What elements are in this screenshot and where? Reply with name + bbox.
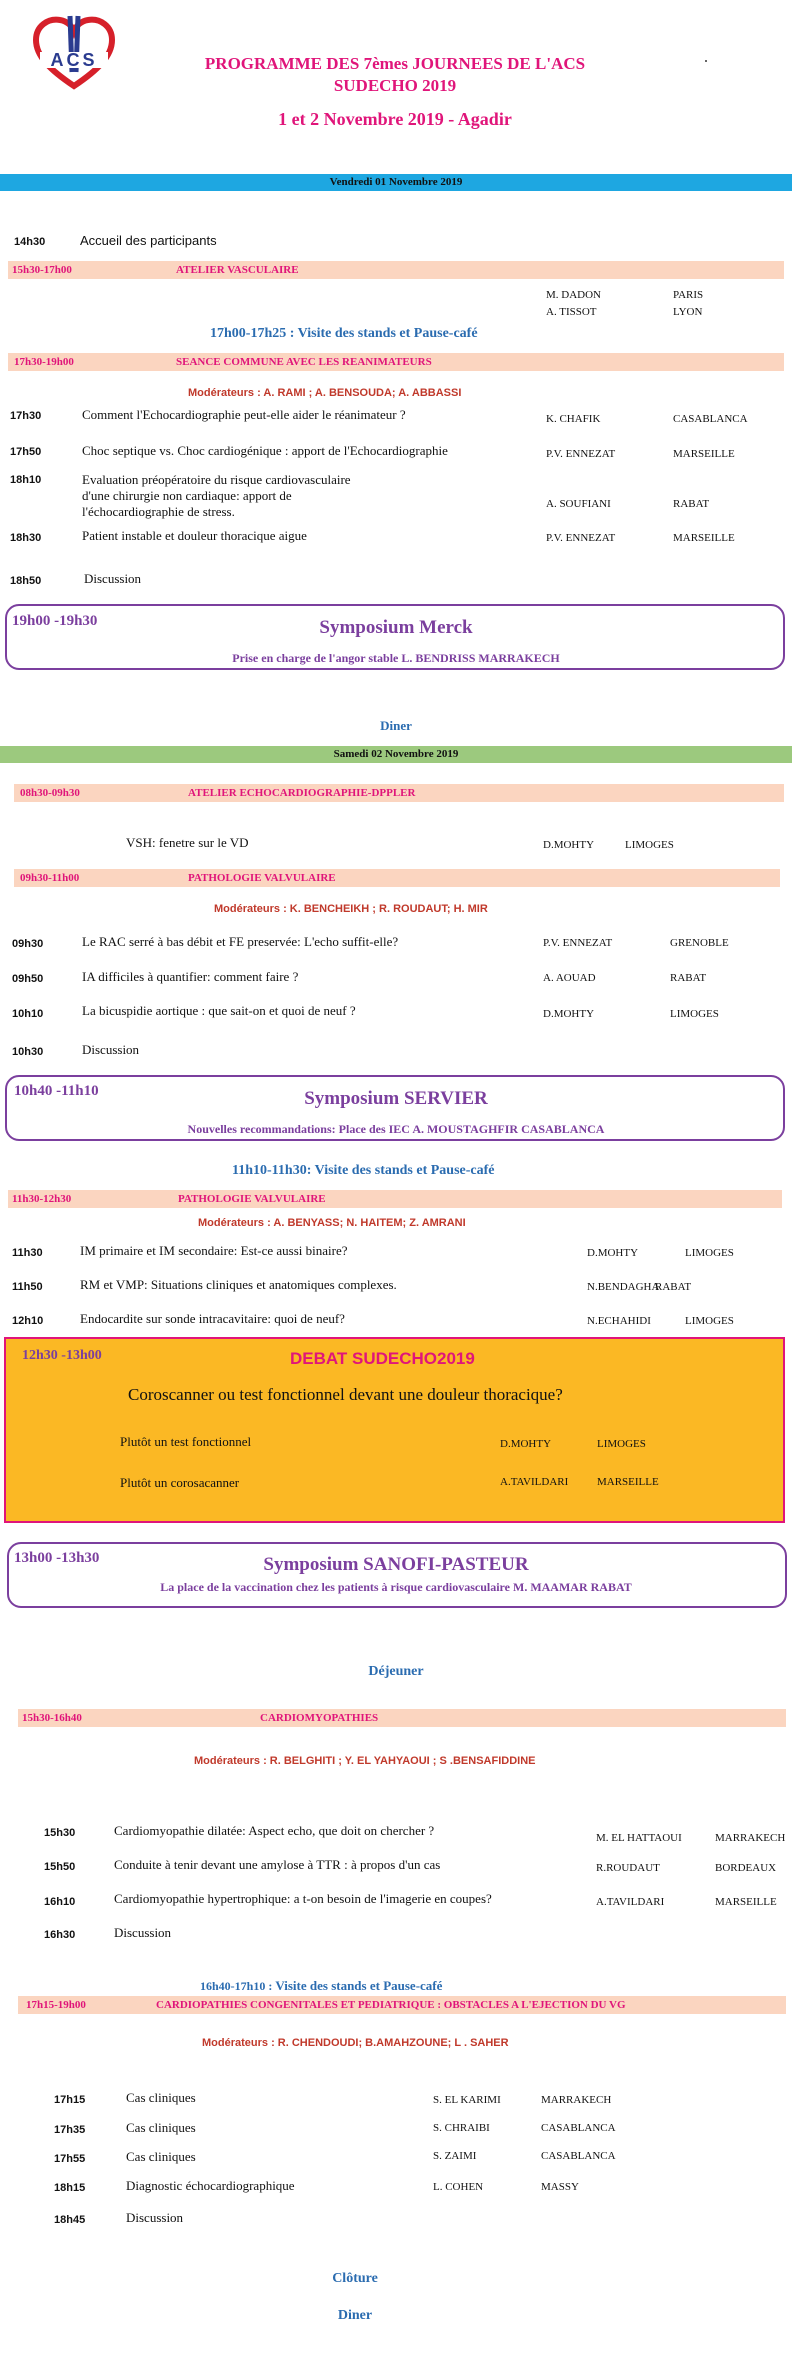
talk-time: 17h15 <box>54 2094 86 2106</box>
talk-time: 15h30 <box>44 1827 76 1839</box>
speaker-city: CASABLANCA <box>541 2150 616 2162</box>
talk-title: Comment l'Echocardiographie peut-elle aider le réanimateur ? <box>82 407 406 422</box>
welcome-text: Accueil des participants <box>80 233 217 248</box>
session-time: 17h15-19h00 <box>26 1999 86 2011</box>
speaker-city: LYON <box>673 306 703 318</box>
pause-text: Visite des stands et Pause-café <box>275 1978 443 1993</box>
session-valvulaire-1 <box>14 869 780 887</box>
talk-title: Choc septique vs. Choc cardiogénique : apport de l'Echocardiographie <box>82 443 448 458</box>
talk-title: Discussion <box>114 1925 172 1940</box>
symposium-title: Symposium Merck <box>319 617 473 638</box>
cloture: Clôture <box>332 2271 378 2286</box>
session-time: 09h30-11h00 <box>20 872 80 884</box>
speaker-city: MARSEILLE <box>673 532 735 544</box>
talk-title: RM et VMP: Situations cliniques et anatomiques complexes. <box>80 1277 397 1292</box>
speaker-name: A. SOUFIANI <box>546 498 611 510</box>
session-time: 08h30-09h30 <box>20 787 80 799</box>
day1-band: Vendredi 01 Novembre 2019 <box>0 174 792 191</box>
debate-title: DEBAT SUDECHO2019 <box>290 1349 475 1368</box>
speaker-name: P.V. ENNEZAT <box>543 937 613 949</box>
speaker-city: LIMOGES <box>670 1008 719 1020</box>
talk-title: IA difficiles à quantifier: comment faire ? <box>82 969 299 984</box>
moderators: Modérateurs : A. BENYASS; N. HAITEM; Z. AMRANI <box>198 1217 466 1229</box>
speaker-name: S. CHRAIBI <box>433 2122 490 2134</box>
pause-time: 16h40-17h10 : <box>200 1979 273 1993</box>
pause-2: 11h10-11h30: Visite des stands et Pause-café <box>232 1163 495 1178</box>
talk-title: Endocardite sur sonde intracavitaire: quoi de neuf? <box>80 1311 345 1326</box>
session-title: ATELIER VASCULAIRE <box>176 264 299 276</box>
session-cardiopathies-congenitales <box>18 1996 786 2014</box>
talk-title: Patient instable et douleur thoracique aigue <box>82 528 307 543</box>
pause-1: 17h00-17h25 : Visite des stands et Pause-café <box>210 326 478 341</box>
talk-time: 10h10 <box>12 1008 44 1020</box>
talk-time: 16h10 <box>44 1896 76 1908</box>
page-subtitle: SUDECHO 2019 <box>333 76 457 95</box>
speaker-city: RABAT <box>670 972 707 984</box>
symposium-subtitle: Prise en charge de l'angor stable L. BENDRISS MARRAKECH <box>232 651 560 665</box>
speaker-city: LIMOGES <box>685 1315 734 1327</box>
speaker-name: A.TAVILDARI <box>596 1896 665 1908</box>
speaker-name: D.MOHTY <box>543 1008 595 1020</box>
debate-question: Coroscanner ou test fonctionnel devant une douleur thoracique? <box>128 1385 563 1404</box>
speaker-city: MARSEILLE <box>597 1476 659 1488</box>
session-title: CARDIOMYOPATHIES <box>260 1712 379 1724</box>
talk-title: VSH: fenetre sur le VD <box>126 835 249 850</box>
speaker-city: MASSY <box>541 2181 579 2193</box>
talk-time: 09h30 <box>12 938 44 950</box>
talk-time: 15h50 <box>44 1861 76 1873</box>
diner-1: Diner <box>380 718 412 733</box>
speaker-city: CASABLANCA <box>541 2122 616 2134</box>
pause-3 <box>200 1978 442 1994</box>
speaker-name: R.ROUDAUT <box>596 1862 660 1874</box>
speaker-city: RABAT <box>655 1281 692 1293</box>
talk-time: 17h35 <box>54 2124 86 2136</box>
speaker-name: N.ECHAHIDI <box>587 1315 651 1327</box>
page-dates: 1 et 2 Novembre 2019 - Agadir <box>278 109 512 129</box>
moderators: Modérateurs : R. CHENDOUDI; B.AMAHZOUNE; L . SAHER <box>202 2037 509 2049</box>
corner-mark <box>705 60 707 62</box>
speaker-city: MARSEILLE <box>673 448 735 460</box>
talk-title-line3: l'échocardiographie de stress. <box>82 504 235 519</box>
symposium-time: 13h00 -13h30 <box>14 1550 100 1566</box>
diner-2: Diner <box>337 2308 373 2323</box>
speaker-city: MARRAKECH <box>715 1832 786 1844</box>
talk-time: 18h45 <box>54 2214 86 2226</box>
talk-title: Le RAC serré à bas débit et FE preservée: L'echo suffit-elle? <box>82 934 399 949</box>
day2-band: Samedi 02 Novembre 2019 <box>0 746 792 763</box>
symposium-title: Symposium SANOFI-PASTEUR <box>263 1554 529 1575</box>
talk-time: 09h50 <box>12 973 44 985</box>
talk-title-line2: d'une chirurgie non cardiaque: apport de <box>82 488 292 503</box>
talk-title: Cardiomyopathie dilatée: Aspect echo, que doit on chercher ? <box>114 1823 435 1838</box>
moderators: Modérateurs : K. BENCHEIKH ; R. ROUDAUT; H. MIR <box>214 903 488 915</box>
session-title: PATHOLOGIE VALVULAIRE <box>178 1193 326 1205</box>
acs-logo <box>30 12 118 92</box>
speaker-name: A. AOUAD <box>543 972 596 984</box>
talk-time: 17h50 <box>10 446 42 458</box>
speaker-city: BORDEAUX <box>715 1862 777 1874</box>
talk-time: 17h55 <box>54 2153 86 2165</box>
session-seance-commune <box>8 353 784 371</box>
speaker-city: LIMOGES <box>625 839 674 851</box>
talk-title: Cardiomyopathie hypertrophique: a t-on besoin de l'imagerie en coupes? <box>114 1891 492 1906</box>
talk-time: 12h10 <box>12 1315 44 1327</box>
speaker-city: MARRAKECH <box>541 2094 612 2106</box>
session-title: CARDIOPATHIES CONGENITALES ET PEDIATRIQUE : OBSTACLES A L'EJECTION DU VG <box>156 1999 626 2011</box>
moderators: Modérateurs : A. RAMI ; A. BENSOUDA; A. ABBASSI <box>188 387 462 399</box>
speaker-city: LIMOGES <box>685 1247 734 1259</box>
talk-time: 18h30 <box>10 532 42 544</box>
speaker-city: CASABLANCA <box>673 413 748 425</box>
speaker-name: M. DADON <box>546 289 601 301</box>
symposium-title: Symposium SERVIER <box>304 1088 488 1109</box>
talk-time: 18h15 <box>54 2182 86 2194</box>
talk-title: Diagnostic échocardiographique <box>126 2178 295 2193</box>
talk-title: Conduite à tenir devant une amylose à TTR : à propos d'un cas <box>114 1857 441 1872</box>
talk-title: Cas cliniques <box>126 2149 196 2164</box>
session-time: 15h30-16h40 <box>22 1712 82 1724</box>
session-title: SEANCE COMMUNE AVEC LES REANIMATEURS <box>176 356 432 368</box>
speaker-name: A. TISSOT <box>546 306 597 318</box>
session-cardiomyopathies <box>18 1709 786 1727</box>
speaker-name: S. ZAIMI <box>433 2150 477 2162</box>
talk-time: 18h10 <box>10 474 42 486</box>
session-atelier-vasculaire <box>8 261 784 279</box>
talk-title: IM primaire et IM secondaire: Est-ce aussi binaire? <box>80 1243 348 1258</box>
speaker-name: M. EL HATTAOUI <box>596 1832 682 1844</box>
speaker-name: P.V. ENNEZAT <box>546 532 616 544</box>
session-valvulaire-2 <box>8 1190 782 1208</box>
speaker-name: S. EL KARIMI <box>433 2094 501 2106</box>
speaker-city: RABAT <box>673 498 710 510</box>
logo-text: ACS <box>50 50 98 70</box>
speaker-city: MARSEILLE <box>715 1896 777 1908</box>
talk-title: Evaluation préopératoire du risque cardiovasculaire <box>82 472 351 487</box>
talk-time: 11h30 <box>12 1247 43 1259</box>
dejeuner: Déjeuner <box>368 1664 424 1679</box>
speaker-name: D.MOHTY <box>543 839 595 851</box>
symposium-subtitle: Nouvelles recommandations: Place des IEC A. MOUSTAGHFIR CASABLANCA <box>187 1122 605 1136</box>
session-time: 11h30-12h30 <box>12 1193 72 1205</box>
speaker-name: D.MOHTY <box>500 1438 552 1450</box>
symposium-time: 10h40 -11h10 <box>14 1083 99 1099</box>
talk-title: La bicuspidie aortique : que sait-on et quoi de neuf ? <box>82 1003 356 1018</box>
talk-title: Cas cliniques <box>126 2090 196 2105</box>
speaker-city: LIMOGES <box>597 1438 646 1450</box>
talk-title: Discussion <box>82 1042 140 1057</box>
speaker-name: D.MOHTY <box>587 1247 639 1259</box>
symposium-time: 19h00 -19h30 <box>12 613 98 629</box>
symposium-subtitle: La place de la vaccination chez les patients à risque cardiovasculaire M. MAAMAR RABAT <box>160 1580 632 1594</box>
debate-time: 12h30 -13h00 <box>22 1348 102 1363</box>
session-title: ATELIER ECHOCARDIOGRAPHIE-DPPLER <box>188 787 416 799</box>
speaker-city: GRENOBLE <box>670 937 729 949</box>
page-title: PROGRAMME DES 7èmes JOURNEES DE L'ACS <box>204 54 586 73</box>
talk-time: 10h30 <box>12 1046 44 1058</box>
speaker-city: PARIS <box>673 289 704 301</box>
debate-option: Plutôt un corosacanner <box>120 1475 240 1490</box>
speaker-name: L. COHEN <box>433 2181 484 2193</box>
speaker-name: P.V. ENNEZAT <box>546 448 616 460</box>
talk-time: 18h50 <box>10 575 42 587</box>
speaker-name: K. CHAFIK <box>546 413 601 425</box>
talk-title: Discussion <box>84 571 142 586</box>
session-atelier-echo <box>14 784 784 802</box>
talk-time: 16h30 <box>44 1929 76 1941</box>
session-title: PATHOLOGIE VALVULAIRE <box>188 872 336 884</box>
welcome-time: 14h30 <box>14 236 46 248</box>
session-time: 17h30-19h00 <box>14 356 74 368</box>
talk-time: 17h30 <box>10 410 42 422</box>
talk-time: 11h50 <box>12 1281 43 1293</box>
session-time: 15h30-17h00 <box>12 264 72 276</box>
talk-title: Cas cliniques <box>126 2120 196 2135</box>
debate-option: Plutôt un test fonctionnel <box>120 1434 252 1449</box>
speaker-name: A.TAVILDARI <box>500 1476 569 1488</box>
moderators: Modérateurs : R. BELGHITI ; Y. EL YAHYAOUI ; S .BENSAFIDDINE <box>194 1755 536 1767</box>
speaker-name: N.BENDAGHA <box>587 1281 660 1293</box>
talk-title: Discussion <box>126 2210 184 2225</box>
